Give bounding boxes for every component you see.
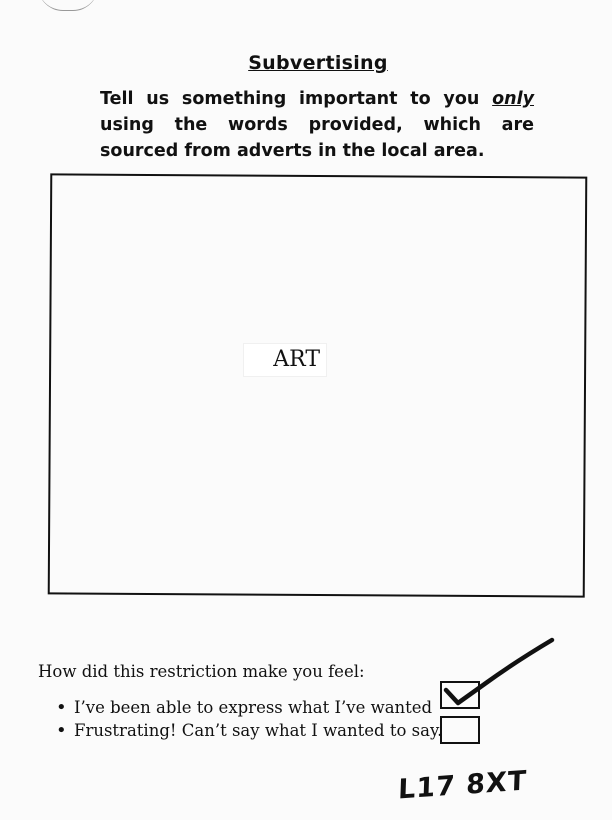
response-frame (48, 173, 588, 597)
instructions-emphasis: only (492, 89, 534, 109)
feedback-question: How did this restriction make you feel: (38, 662, 365, 681)
instructions-part-1: Tell us something important to you (100, 89, 493, 109)
cutout-word: ART (244, 344, 326, 376)
feedback-options (56, 696, 442, 742)
option-expressed: • I’ve been able to express what I’ve wanted (56, 696, 442, 719)
checkbox-expressed[interactable] (440, 681, 480, 709)
instructions-text (100, 86, 534, 164)
worksheet-title: Subvertising (248, 52, 388, 74)
checkbox-frustrating[interactable] (440, 716, 480, 744)
handwritten-postcode: L17 8XT (397, 765, 528, 806)
instructions-part-2: using the words provided, which are sourced from adverts in the local area. (100, 115, 534, 161)
option-frustrating: • Frustrating! Can’t say what I wanted to say. (56, 719, 442, 742)
scan-artifact (38, 0, 98, 11)
